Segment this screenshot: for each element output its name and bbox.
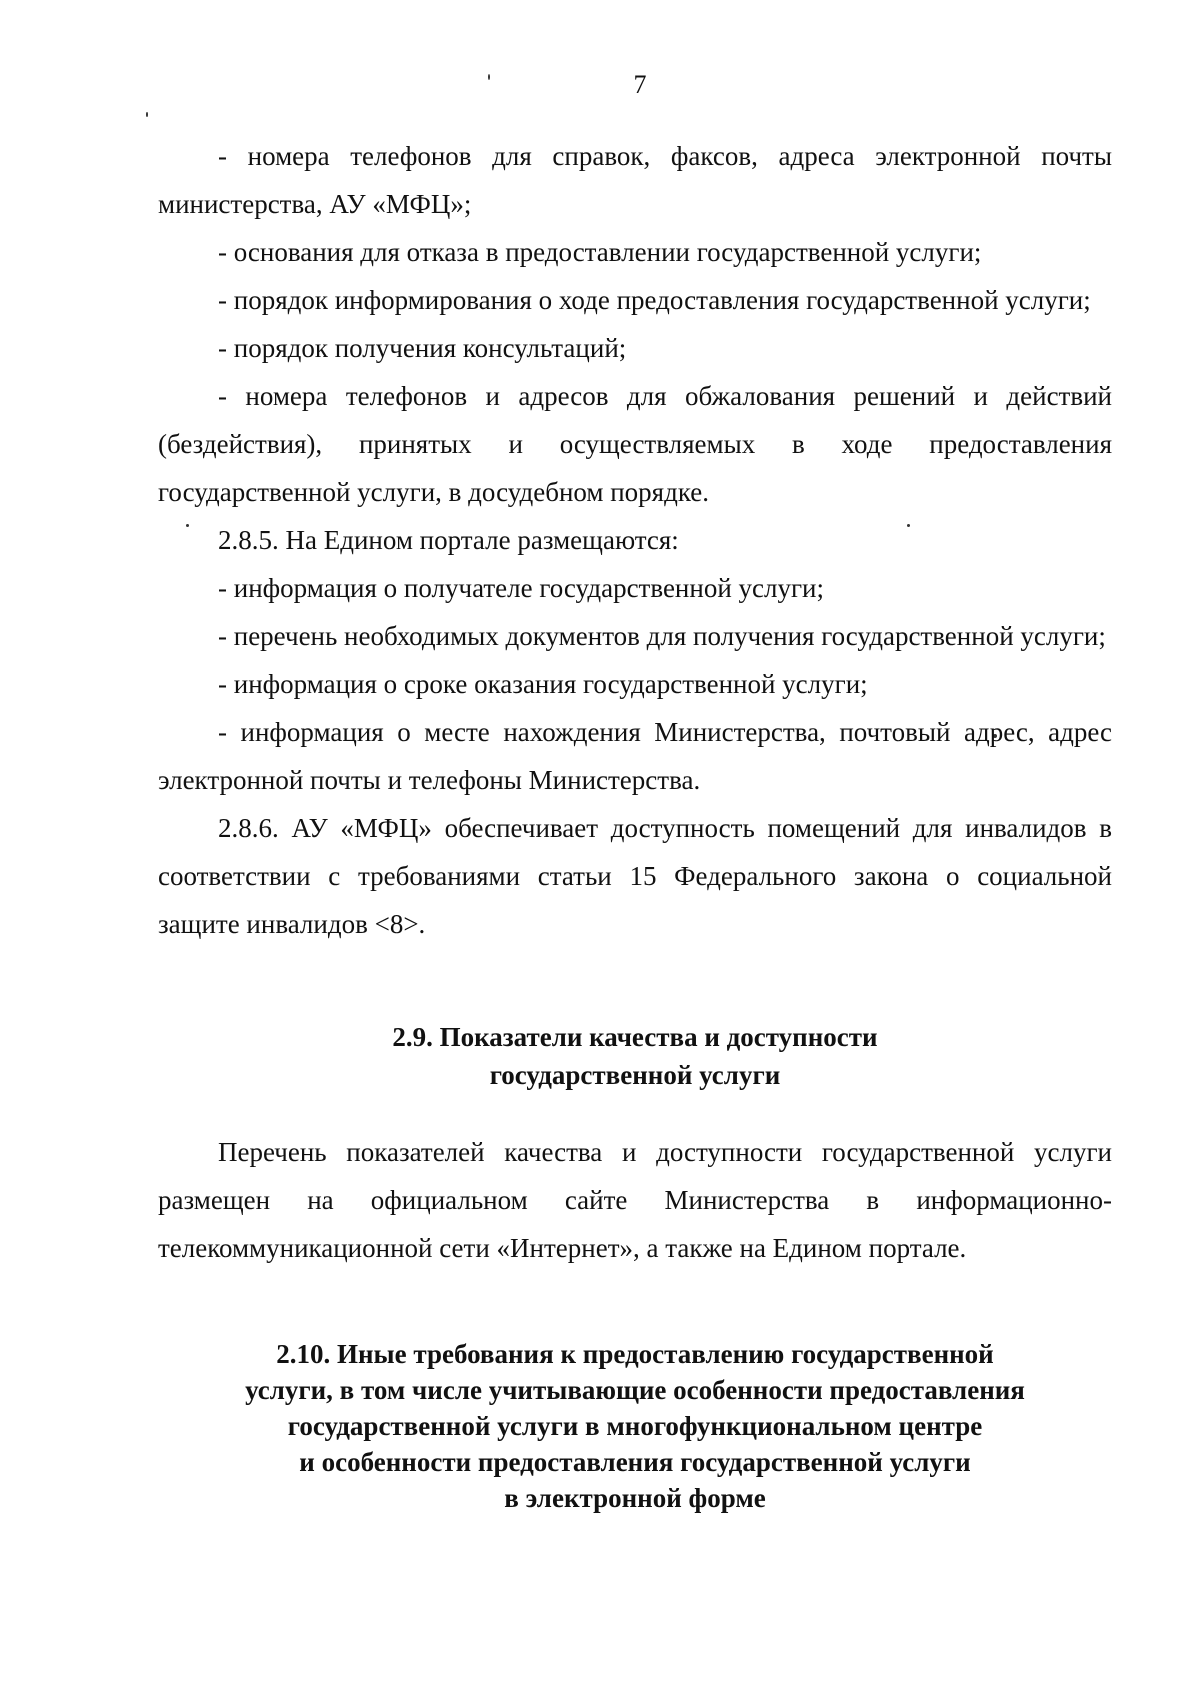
heading-line: 2.10. Иные требования к предоставлению государственной [276, 1339, 994, 1369]
heading-line: государственной услуги в многофункциональном центре [287, 1411, 983, 1441]
paragraph: 2.8.5. На Едином портале размещаются: [218, 525, 679, 555]
heading-line: услуги, в том числе учитывающие особенности предоставления [245, 1375, 1025, 1405]
paragraph: - перечень необходимых документов для получения государственной услуги; [218, 621, 1106, 651]
heading-line: 2.9. Показатели качества и доступности [392, 1022, 878, 1052]
paragraph: 2.8.6. АУ «МФЦ» обеспечивает доступность помещений для инвалидов в соответствии с требованиями статьи 15 Федерального закона о социальной защите инвалидов <8>. [158, 813, 1112, 939]
section-heading-2-9 [158, 1018, 1112, 1094]
paragraph: - основания для отказа в предоставлении государственной услуги; [218, 237, 982, 267]
scan-speck [146, 112, 148, 117]
heading-line: государственной услуги [489, 1060, 781, 1090]
heading-line: в электронной форме [504, 1483, 766, 1513]
section-heading-2-10 [158, 1336, 1112, 1516]
paragraph: - информация о получателе государственной услуги; [218, 573, 825, 603]
paragraph: - информация о сроке оказания государственной услуги; [218, 669, 868, 699]
document-body [158, 132, 1112, 1516]
paragraph: - порядок информирования о ходе предоставления государственной услуги; [218, 285, 1091, 315]
page-number: 7 [633, 70, 647, 99]
paragraph: - номера телефонов и адресов для обжалования решений и действий (бездействия), принятых и осуществляемых в ходе предоставления государственной услуги, в досудебном порядке. [158, 381, 1112, 507]
scan-speck [488, 74, 490, 80]
paragraph: - номера телефонов для справок, факсов, адреса электронной почты министерства, АУ «МФЦ»; [158, 141, 1112, 219]
section-2-9-text: Перечень показателей качества и доступности государственной услуги размещен на официальном сайте Министерства в информационно-телекоммуникационной сети «Интернет», а также на Едином портале. [158, 1137, 1112, 1263]
paragraph: - порядок получения консультаций; [218, 333, 627, 363]
paragraph: - информация о месте нахождения Министерства, почтовый адрес, адрес электронной почты и телефоны Министерства. [158, 717, 1112, 795]
heading-line: и особенности предоставления государственной услуги [299, 1447, 971, 1477]
